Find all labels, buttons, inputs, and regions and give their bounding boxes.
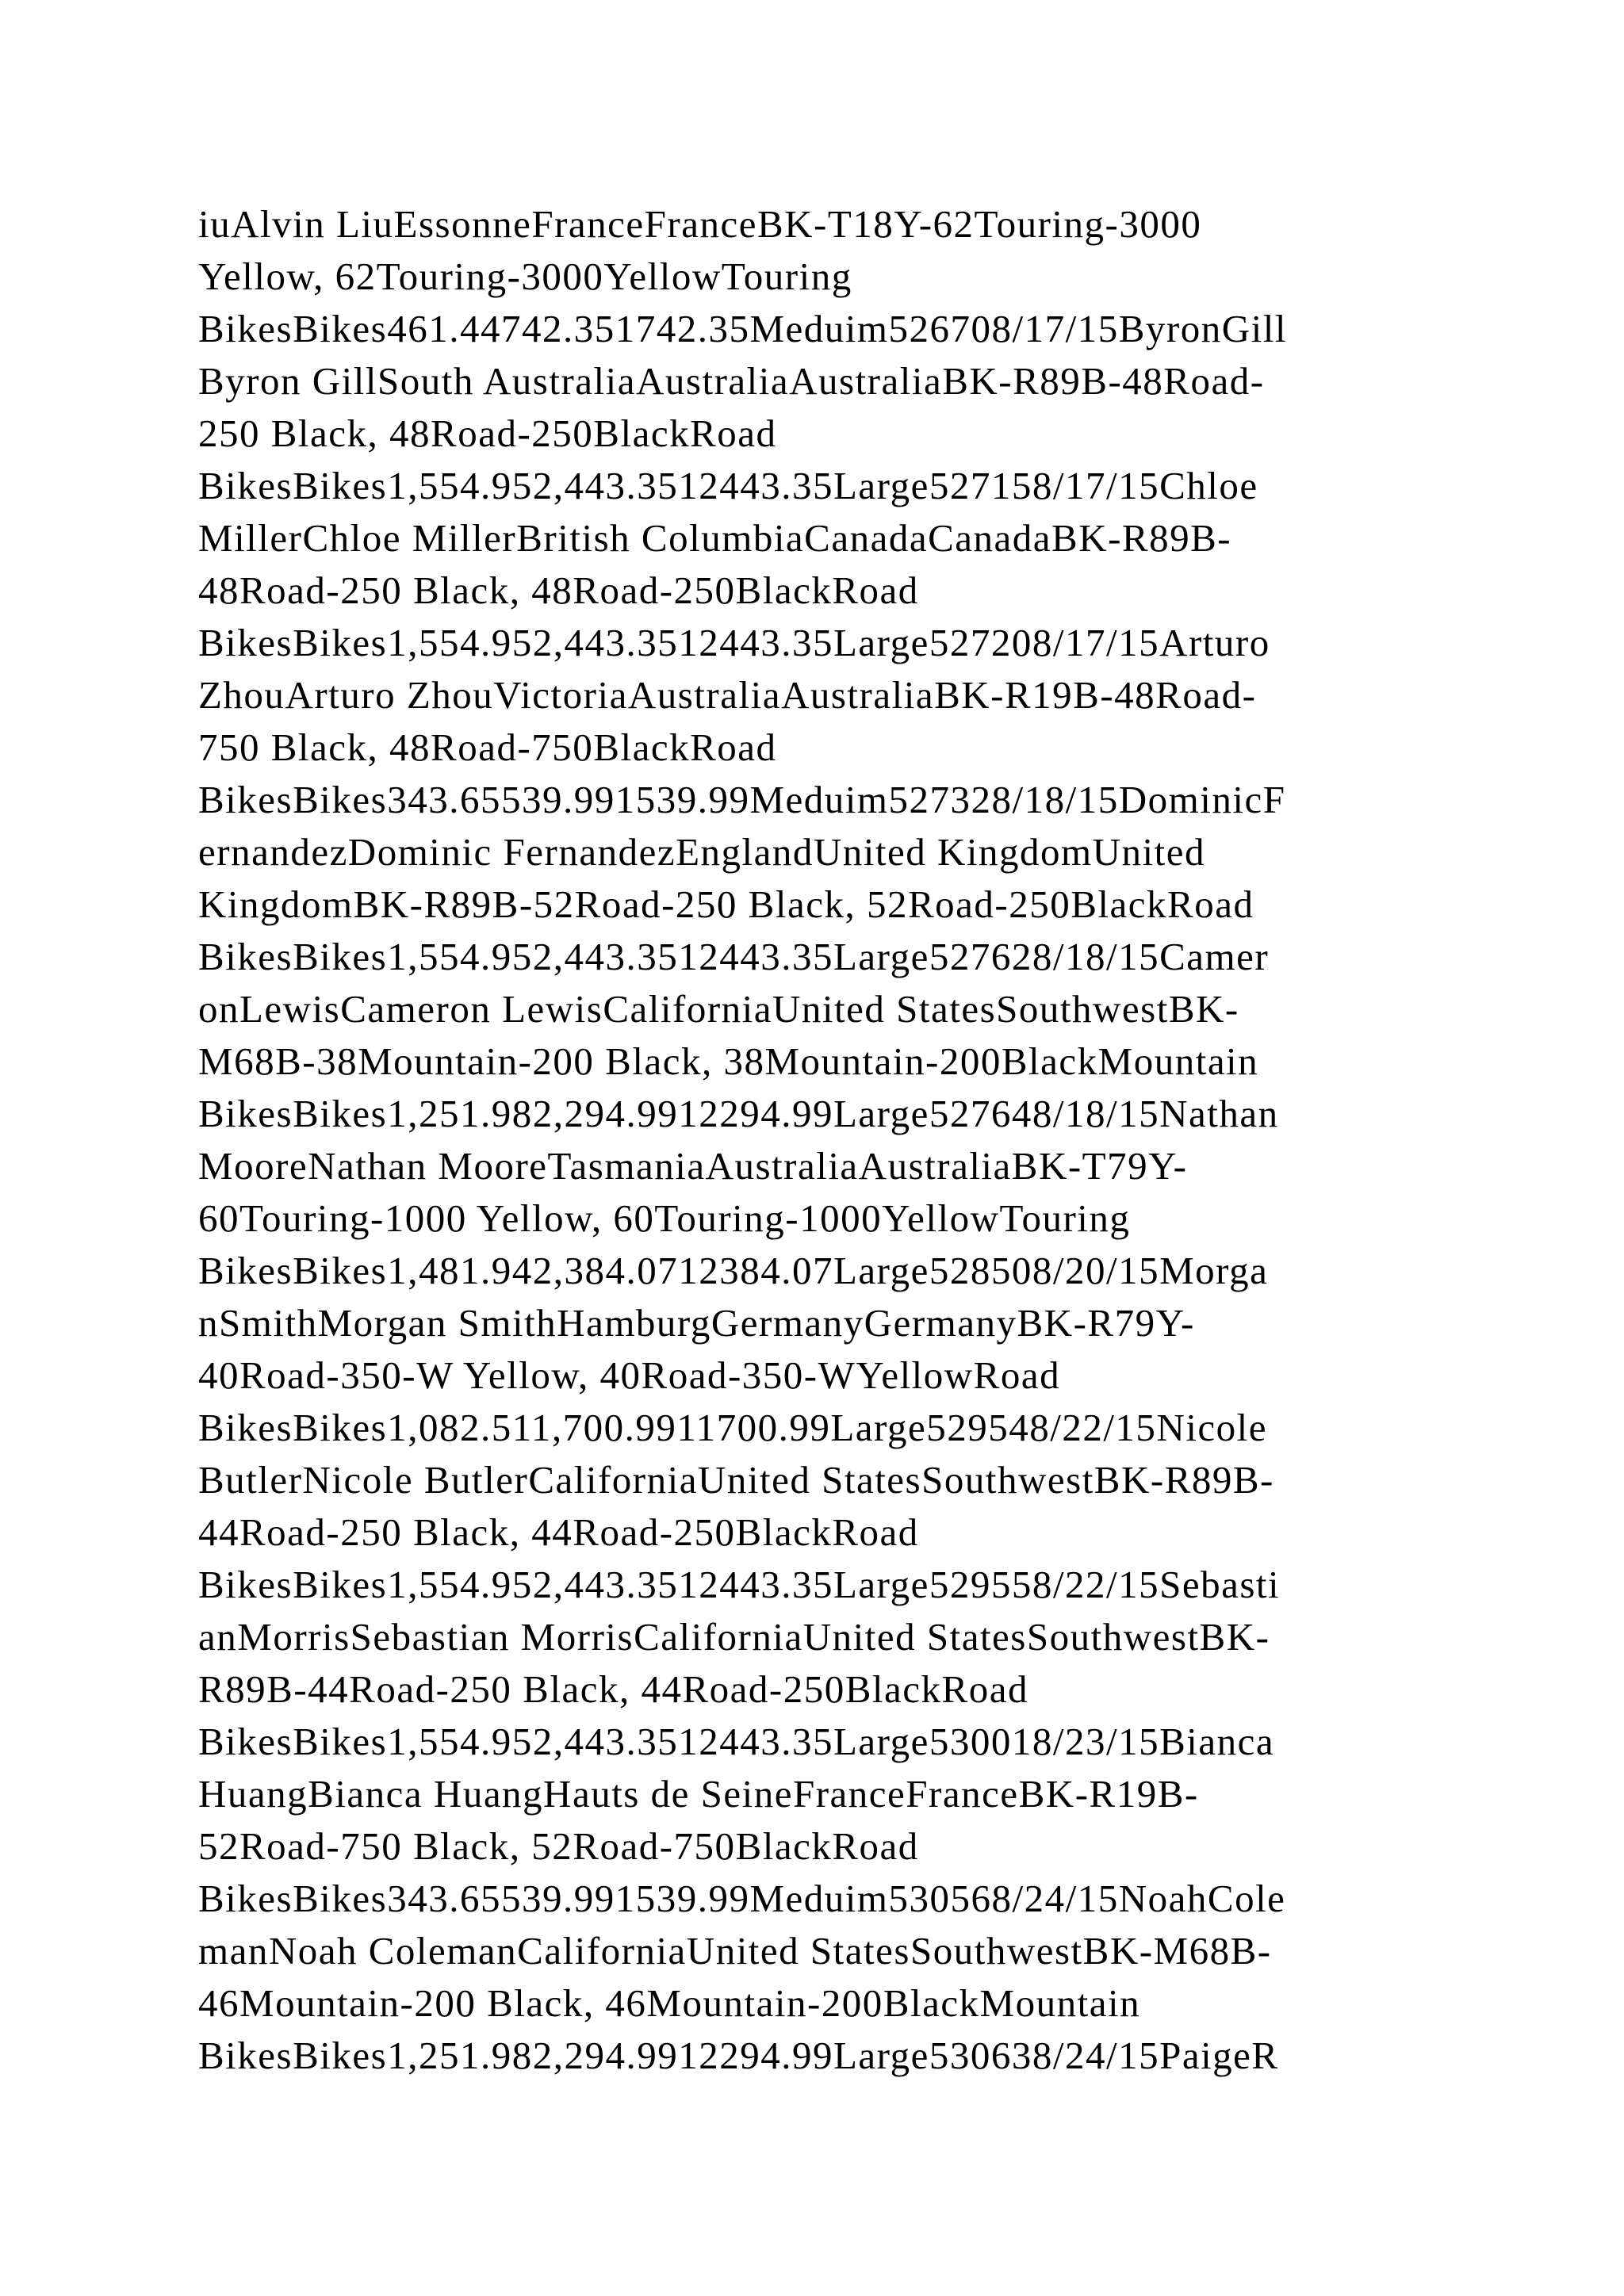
text-line: BikesBikes1,554.952,443.3512443.35Large527628/18/15Camer bbox=[198, 935, 1270, 978]
text-line: BikesBikes1,251.982,294.9912294.99Large530638/24/15PaigeR bbox=[198, 2034, 1279, 2077]
text-line: BikesBikes343.65539.991539.99Meduim530568/24/15NoahCole bbox=[198, 1877, 1286, 1920]
text-line: 52Road-750 Black, 52Road-750BlackRoad bbox=[198, 1824, 919, 1868]
text-line: 250 Black, 48Road-250BlackRoad bbox=[198, 411, 777, 455]
text-line: 750 Black, 48Road-750BlackRoad bbox=[198, 725, 777, 769]
text-line: anMorrisSebastian MorrisCaliforniaUnited StatesSouthwestBK- bbox=[198, 1615, 1270, 1659]
text-line: MillerChloe MillerBritish ColumbiaCanadaCanadaBK-R89B- bbox=[198, 516, 1232, 560]
document-body-text bbox=[198, 198, 1467, 2082]
text-line: BikesBikes1,251.982,294.9912294.99Large527648/18/15Nathan bbox=[198, 1092, 1279, 1135]
text-line: HuangBianca HuangHauts de SeineFranceFranceBK-R19B- bbox=[198, 1772, 1199, 1816]
text-line: R89B-44Road-250 Black, 44Road-250BlackRoad bbox=[198, 1667, 1028, 1711]
text-line: BikesBikes461.44742.351742.35Meduim526708/17/15ByronGill bbox=[198, 307, 1287, 350]
text-line: BikesBikes1,554.952,443.3512443.35Large527208/17/15Arturo bbox=[198, 621, 1270, 664]
text-line: iuAlvin LiuEssonneFranceFranceBK-T18Y-62Touring-3000 bbox=[198, 202, 1202, 246]
text-line: BikesBikes1,082.511,700.9911700.99Large529548/22/15Nicole bbox=[198, 1406, 1268, 1449]
text-line: 44Road-250 Black, 44Road-250BlackRoad bbox=[198, 1510, 919, 1554]
text-line: ButlerNicole ButlerCaliforniaUnited StatesSouthwestBK-R89B- bbox=[198, 1458, 1274, 1502]
text-line: M68B-38Mountain-200 Black, 38Mountain-200BlackMountain bbox=[198, 1039, 1259, 1083]
text-line: Byron GillSouth AustraliaAustraliaAustraliaBK-R89B-48Road- bbox=[198, 359, 1265, 403]
text-line: BikesBikes343.65539.991539.99Meduim527328/18/15DominicF bbox=[198, 778, 1286, 821]
text-line: BikesBikes1,554.952,443.3512443.35Large529558/22/15Sebasti bbox=[198, 1563, 1281, 1606]
text-line: 60Touring-1000 Yellow, 60Touring-1000YellowTouring bbox=[198, 1196, 1131, 1240]
text-line: BikesBikes1,554.952,443.3512443.35Large527158/17/15Chloe bbox=[198, 464, 1258, 507]
text-line: onLewisCameron LewisCaliforniaUnited StatesSouthwestBK- bbox=[198, 987, 1239, 1031]
text-line: BikesBikes1,554.952,443.3512443.35Large530018/23/15Bianca bbox=[198, 1720, 1275, 1763]
text-line: manNoah ColemanCaliforniaUnited StatesSouthwestBK-M68B- bbox=[198, 1929, 1272, 1973]
text-line: KingdomBK-R89B-52Road-250 Black, 52Road-250BlackRoad bbox=[198, 882, 1254, 926]
text-line: 48Road-250 Black, 48Road-250BlackRoad bbox=[198, 568, 919, 612]
text-line: ZhouArturo ZhouVictoriaAustraliaAustraliaBK-R19B-48Road- bbox=[198, 673, 1257, 717]
text-line: MooreNathan MooreTasmaniaAustraliaAustraliaBK-T79Y- bbox=[198, 1144, 1188, 1188]
text-line: BikesBikes1,481.942,384.0712384.07Large528508/20/15Morga bbox=[198, 1249, 1269, 1292]
text-line: ernandezDominic FernandezEnglandUnited KingdomUnited bbox=[198, 830, 1205, 874]
text-line: Yellow, 62Touring-3000YellowTouring bbox=[198, 254, 852, 298]
text-line: 46Mountain-200 Black, 46Mountain-200BlackMountain bbox=[198, 1981, 1141, 2025]
text-line: nSmithMorgan SmithHamburgGermanyGermanyBK-R79Y- bbox=[198, 1301, 1195, 1345]
text-line: 40Road-350-W Yellow, 40Road-350-WYellowRoad bbox=[198, 1353, 1061, 1397]
